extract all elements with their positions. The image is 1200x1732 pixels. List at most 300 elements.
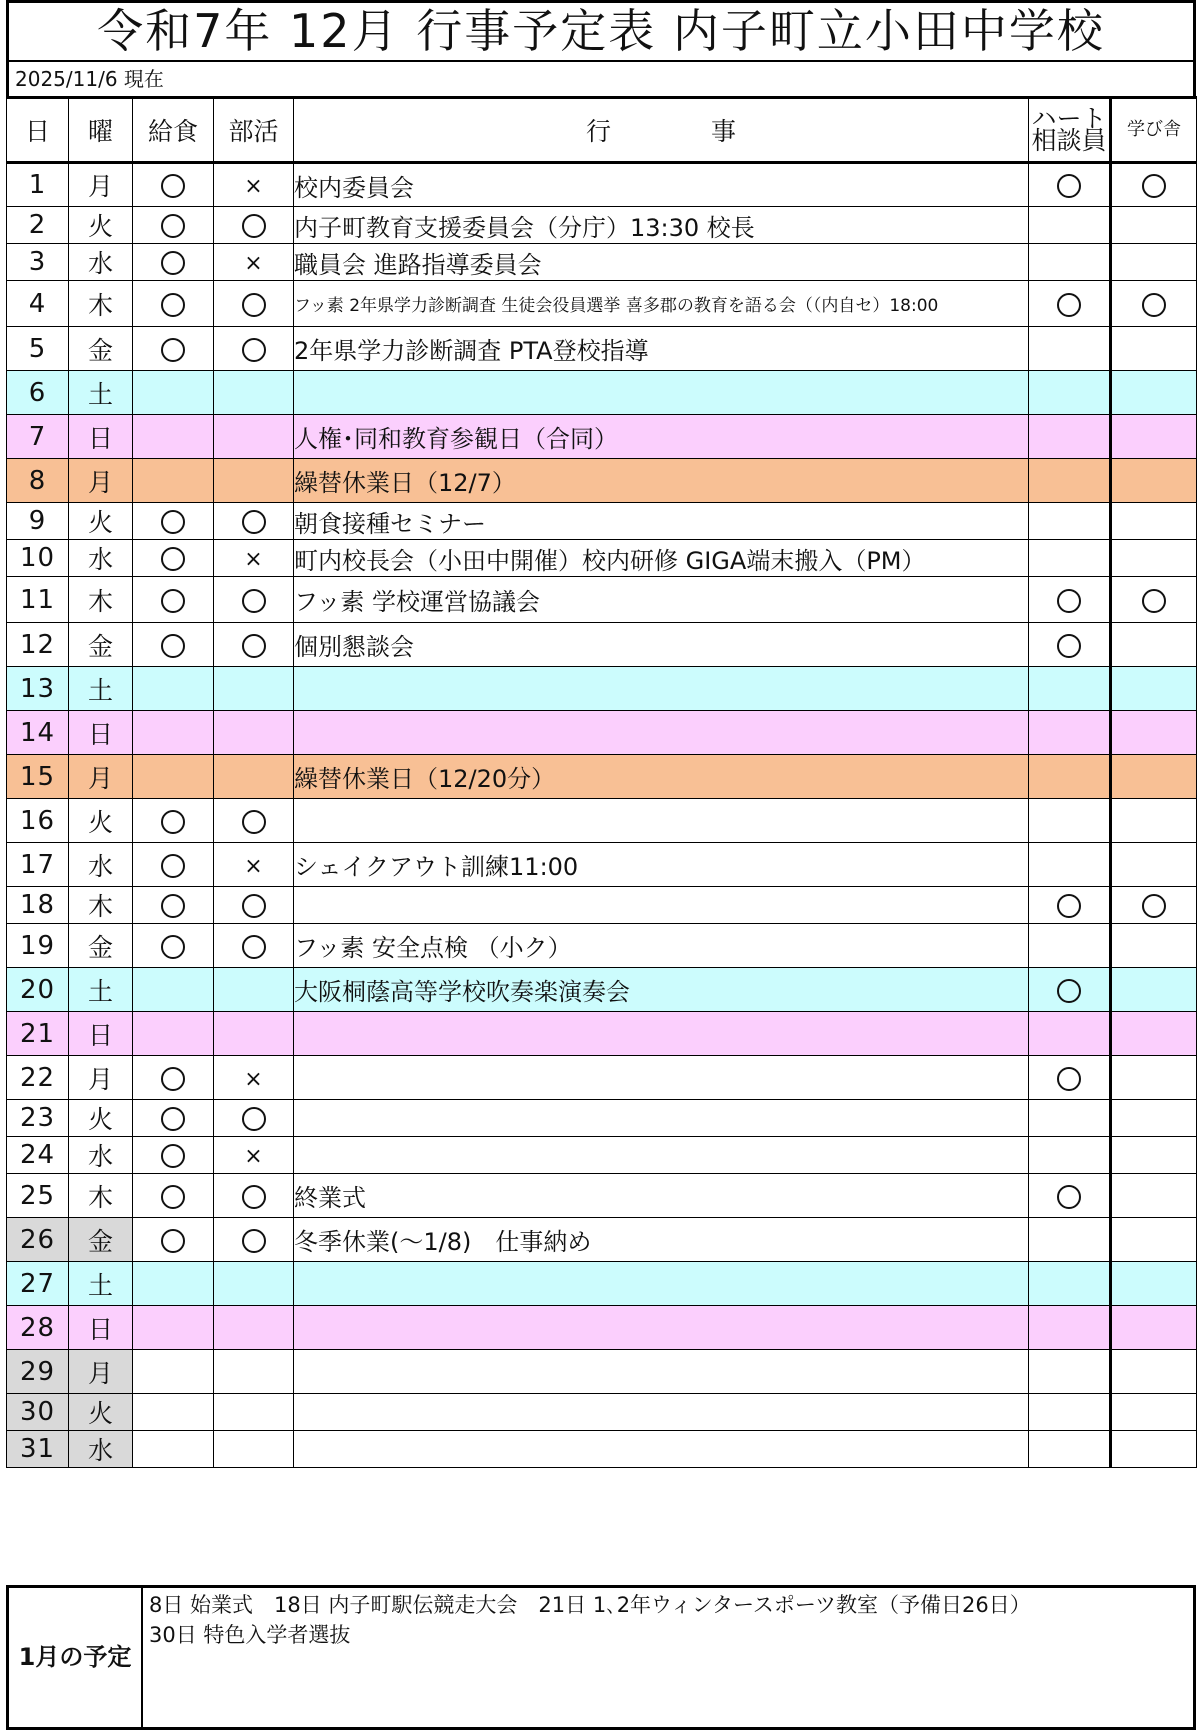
circle-mark-icon (242, 589, 266, 613)
schedule-row (7, 1262, 1197, 1306)
day-number: 6 (7, 371, 69, 415)
weekday: 木 (69, 1174, 133, 1218)
lunch-mark (133, 1137, 214, 1174)
heart-counselor-mark (1029, 415, 1111, 459)
lunch-mark (133, 1262, 214, 1306)
day-number: 29 (7, 1350, 69, 1394)
schedule-row (7, 755, 1197, 799)
circle-mark-icon (1057, 174, 1081, 198)
event-text: 町内校長会（小田中開催）校内研修 GIGA端末搬入（PM） (294, 540, 1029, 577)
manabiya-mark (1111, 924, 1197, 968)
lunch-mark (133, 207, 214, 244)
header-manabiya: 学び舎 (1111, 98, 1197, 163)
heart-counselor-mark (1029, 887, 1111, 924)
manabiya-mark (1111, 1262, 1197, 1306)
event-text (294, 371, 1029, 415)
day-number: 14 (7, 711, 69, 755)
lunch-mark (133, 623, 214, 667)
circle-mark-icon (1057, 589, 1081, 613)
header-day: 日 (7, 98, 69, 163)
day-number: 17 (7, 843, 69, 887)
event-text (294, 887, 1029, 924)
heart-counselor-mark (1029, 1137, 1111, 1174)
weekday: 火 (69, 799, 133, 843)
club-mark (214, 755, 294, 799)
lunch-mark (133, 799, 214, 843)
manabiya-mark (1111, 503, 1197, 540)
weekday: 木 (69, 887, 133, 924)
weekday: 月 (69, 755, 133, 799)
weekday: 日 (69, 415, 133, 459)
heart-counselor-mark (1029, 711, 1111, 755)
day-number: 21 (7, 1012, 69, 1056)
header-heart-line1: ハート (1031, 104, 1107, 133)
weekday: 土 (69, 667, 133, 711)
event-text (294, 1306, 1029, 1350)
weekday: 水 (69, 1137, 133, 1174)
event-text: 2年県学力診断調査 PTA登校指導 (294, 327, 1029, 371)
cross-mark: × (244, 251, 263, 276)
schedule-table (6, 96, 1197, 1468)
heart-counselor-mark (1029, 244, 1111, 281)
event-text: 繰替休業日（12/7） (294, 459, 1029, 503)
cross-mark: × (244, 174, 263, 199)
heart-counselor-mark (1029, 799, 1111, 843)
lunch-mark (133, 1056, 214, 1100)
manabiya-mark (1111, 244, 1197, 281)
day-number: 8 (7, 459, 69, 503)
heart-counselor-mark (1029, 1012, 1111, 1056)
manabiya-mark (1111, 415, 1197, 459)
manabiya-mark (1111, 459, 1197, 503)
club-mark (214, 327, 294, 371)
cross-mark: × (244, 1144, 263, 1169)
club-mark (214, 577, 294, 623)
heart-counselor-mark (1029, 281, 1111, 327)
schedule-row (7, 968, 1197, 1012)
header-lunch: 給食 (133, 98, 214, 163)
club-mark (214, 503, 294, 540)
heart-counselor-mark (1029, 924, 1111, 968)
schedule-sheet (6, 0, 1196, 1730)
manabiya-mark (1111, 163, 1197, 207)
manabiya-mark (1111, 1056, 1197, 1100)
lunch-mark (133, 371, 214, 415)
circle-mark-icon (161, 510, 185, 534)
schedule-row (7, 540, 1197, 577)
heart-counselor-mark (1029, 755, 1111, 799)
lunch-mark (133, 327, 214, 371)
weekday: 金 (69, 924, 133, 968)
club-mark (214, 1262, 294, 1306)
circle-mark-icon (1057, 894, 1081, 918)
weekday: 木 (69, 281, 133, 327)
circle-mark-icon (161, 634, 185, 658)
heart-counselor-mark (1029, 1306, 1111, 1350)
circle-mark-icon (161, 251, 185, 275)
day-number: 27 (7, 1262, 69, 1306)
circle-mark-icon (161, 1185, 185, 1209)
manabiya-mark (1111, 327, 1197, 371)
heart-counselor-mark (1029, 503, 1111, 540)
manabiya-mark (1111, 1350, 1197, 1394)
lunch-mark (133, 540, 214, 577)
circle-mark-icon (242, 810, 266, 834)
lunch-mark (133, 1431, 214, 1468)
manabiya-mark (1111, 1431, 1197, 1468)
event-text: 朝食接種セミナー (294, 503, 1029, 540)
heart-counselor-mark (1029, 371, 1111, 415)
schedule-row (7, 371, 1197, 415)
circle-mark-icon (161, 1107, 185, 1131)
event-text (294, 1100, 1029, 1137)
header-heart-counselor (1029, 98, 1111, 163)
weekday: 月 (69, 163, 133, 207)
manabiya-mark (1111, 968, 1197, 1012)
day-number: 30 (7, 1394, 69, 1431)
schedule-row (7, 1306, 1197, 1350)
club-mark (214, 667, 294, 711)
event-text: 職員会 進路指導委員会 (294, 244, 1029, 281)
lunch-mark (133, 1394, 214, 1431)
event-text: 冬季休業(～1/8) 仕事納め (294, 1218, 1029, 1262)
lunch-mark (133, 503, 214, 540)
club-mark (214, 459, 294, 503)
heart-counselor-mark (1029, 327, 1111, 371)
day-number: 23 (7, 1100, 69, 1137)
manabiya-mark (1111, 755, 1197, 799)
weekday: 水 (69, 540, 133, 577)
lunch-mark (133, 281, 214, 327)
circle-mark-icon (1142, 894, 1166, 918)
lunch-mark (133, 1012, 214, 1056)
manabiya-mark (1111, 1137, 1197, 1174)
weekday: 金 (69, 327, 133, 371)
heart-counselor-mark (1029, 1218, 1111, 1262)
manabiya-mark (1111, 843, 1197, 887)
schedule-row (7, 843, 1197, 887)
event-text: フッ素 安全点検 （小ク） (294, 924, 1029, 968)
schedule-row (7, 1218, 1197, 1262)
day-number: 19 (7, 924, 69, 968)
manabiya-mark (1111, 1306, 1197, 1350)
circle-mark-icon (161, 894, 185, 918)
day-number: 20 (7, 968, 69, 1012)
lunch-mark (133, 887, 214, 924)
manabiya-mark (1111, 281, 1197, 327)
weekday: 水 (69, 843, 133, 887)
heart-counselor-mark (1029, 577, 1111, 623)
schedule-row (7, 577, 1197, 623)
weekday: 金 (69, 623, 133, 667)
club-mark (214, 968, 294, 1012)
lunch-mark (133, 755, 214, 799)
heart-counselor-mark (1029, 1056, 1111, 1100)
lunch-mark (133, 1100, 214, 1137)
heart-counselor-mark (1029, 1174, 1111, 1218)
schedule-row (7, 244, 1197, 281)
day-number: 5 (7, 327, 69, 371)
heart-counselor-mark (1029, 968, 1111, 1012)
lunch-mark (133, 459, 214, 503)
weekday: 月 (69, 1056, 133, 1100)
club-mark (214, 799, 294, 843)
weekday: 月 (69, 1350, 133, 1394)
circle-mark-icon (161, 547, 185, 571)
heart-counselor-mark (1029, 1394, 1111, 1431)
event-text (294, 1394, 1029, 1431)
header-row (7, 98, 1197, 163)
schedule-row (7, 1056, 1197, 1100)
weekday: 日 (69, 711, 133, 755)
january-label: 1月の予定 (9, 1588, 143, 1727)
lunch-mark (133, 968, 214, 1012)
club-mark (214, 1012, 294, 1056)
day-number: 15 (7, 755, 69, 799)
schedule-row (7, 163, 1197, 207)
day-number: 3 (7, 244, 69, 281)
day-number: 9 (7, 503, 69, 540)
weekday: 火 (69, 1100, 133, 1137)
page-title: 令和7年 12月 行事予定表 内子町立小田中学校 (6, 0, 1196, 62)
circle-mark-icon (242, 894, 266, 918)
club-mark (214, 1431, 294, 1468)
january-line-1: 8日 始業式 18日 内子町駅伝競走大会 21日 1､2年ウィンタースポーツ教室（予備日26日） (149, 1593, 1031, 1617)
club-mark (214, 207, 294, 244)
lunch-mark (133, 1350, 214, 1394)
as-of-date: 2025/11/6 現在 (6, 62, 1196, 96)
circle-mark-icon (242, 338, 266, 362)
circle-mark-icon (161, 935, 185, 959)
event-text (294, 799, 1029, 843)
weekday: 火 (69, 503, 133, 540)
club-mark (214, 1100, 294, 1137)
circle-mark-icon (1057, 293, 1081, 317)
weekday: 土 (69, 371, 133, 415)
lunch-mark (133, 244, 214, 281)
header-heart-line2: 相談員 (1031, 126, 1107, 155)
club-mark (214, 1350, 294, 1394)
weekday: 水 (69, 1431, 133, 1468)
lunch-mark (133, 1306, 214, 1350)
manabiya-mark (1111, 799, 1197, 843)
club-mark (214, 540, 294, 577)
circle-mark-icon (1057, 1067, 1081, 1091)
heart-counselor-mark (1029, 1100, 1111, 1137)
schedule-row (7, 711, 1197, 755)
weekday: 月 (69, 459, 133, 503)
weekday: 土 (69, 968, 133, 1012)
club-mark (214, 711, 294, 755)
weekday: 土 (69, 1262, 133, 1306)
january-line-2: 30日 特色入学者選抜 (149, 1623, 351, 1647)
day-number: 13 (7, 667, 69, 711)
day-number: 31 (7, 1431, 69, 1468)
event-text (294, 1137, 1029, 1174)
circle-mark-icon (1142, 293, 1166, 317)
circle-mark-icon (242, 1229, 266, 1253)
schedule-row (7, 887, 1197, 924)
lunch-mark (133, 415, 214, 459)
circle-mark-icon (161, 338, 185, 362)
manabiya-mark (1111, 623, 1197, 667)
event-text (294, 1056, 1029, 1100)
day-number: 12 (7, 623, 69, 667)
circle-mark-icon (161, 293, 185, 317)
event-text (294, 1431, 1029, 1468)
circle-mark-icon (1057, 634, 1081, 658)
day-number: 18 (7, 887, 69, 924)
heart-counselor-mark (1029, 1350, 1111, 1394)
manabiya-mark (1111, 1100, 1197, 1137)
schedule-row (7, 1394, 1197, 1431)
heart-counselor-mark (1029, 843, 1111, 887)
circle-mark-icon (242, 1107, 266, 1131)
circle-mark-icon (242, 1185, 266, 1209)
schedule-row (7, 1012, 1197, 1056)
day-number: 4 (7, 281, 69, 327)
weekday: 火 (69, 1394, 133, 1431)
day-number: 16 (7, 799, 69, 843)
circle-mark-icon (1057, 1185, 1081, 1209)
cross-mark: × (244, 1066, 263, 1092)
manabiya-mark (1111, 540, 1197, 577)
club-mark (214, 1137, 294, 1174)
circle-mark-icon (161, 854, 185, 878)
event-text (294, 1350, 1029, 1394)
schedule-row (7, 281, 1197, 327)
event-text: 個別懇談会 (294, 623, 1029, 667)
heart-counselor-mark (1029, 540, 1111, 577)
circle-mark-icon (1142, 589, 1166, 613)
heart-counselor-mark (1029, 667, 1111, 711)
circle-mark-icon (1057, 979, 1081, 1003)
schedule-row (7, 924, 1197, 968)
manabiya-mark (1111, 1174, 1197, 1218)
manabiya-mark (1111, 207, 1197, 244)
circle-mark-icon (161, 1144, 185, 1168)
club-mark (214, 1218, 294, 1262)
event-text (294, 1262, 1029, 1306)
manabiya-mark (1111, 371, 1197, 415)
heart-counselor-mark (1029, 623, 1111, 667)
schedule-row (7, 415, 1197, 459)
event-text: シェイクアウト訓練11:00 (294, 843, 1029, 887)
circle-mark-icon (242, 214, 266, 238)
day-number: 25 (7, 1174, 69, 1218)
club-mark (214, 1174, 294, 1218)
club-mark (214, 371, 294, 415)
january-schedule (6, 1585, 1196, 1730)
schedule-row (7, 667, 1197, 711)
club-mark (214, 1394, 294, 1431)
circle-mark-icon (242, 634, 266, 658)
manabiya-mark (1111, 1218, 1197, 1262)
event-text (294, 667, 1029, 711)
weekday: 火 (69, 207, 133, 244)
lunch-mark (133, 163, 214, 207)
lunch-mark (133, 924, 214, 968)
january-text (149, 1590, 1031, 1650)
schedule-row (7, 623, 1197, 667)
event-text: 終業式 (294, 1174, 1029, 1218)
club-mark (214, 415, 294, 459)
circle-mark-icon (161, 214, 185, 238)
schedule-row (7, 1137, 1197, 1174)
event-text: 人権･同和教育参観日（合同） (294, 415, 1029, 459)
schedule-row (7, 1174, 1197, 1218)
event-text (294, 1012, 1029, 1056)
club-mark (214, 924, 294, 968)
club-mark (214, 843, 294, 887)
manabiya-mark (1111, 667, 1197, 711)
lunch-mark (133, 577, 214, 623)
circle-mark-icon (242, 293, 266, 317)
cross-mark: × (244, 547, 263, 572)
schedule-row (7, 1431, 1197, 1468)
club-mark (214, 244, 294, 281)
schedule-row (7, 1100, 1197, 1137)
heart-counselor-mark (1029, 1262, 1111, 1306)
club-mark (214, 887, 294, 924)
header-event: 行 事 (294, 98, 1029, 163)
circle-mark-icon (161, 174, 185, 198)
heart-counselor-mark (1029, 207, 1111, 244)
circle-mark-icon (242, 510, 266, 534)
weekday: 水 (69, 244, 133, 281)
club-mark (214, 163, 294, 207)
schedule-row (7, 327, 1197, 371)
weekday: 日 (69, 1012, 133, 1056)
manabiya-mark (1111, 1394, 1197, 1431)
event-text: 校内委員会 (294, 163, 1029, 207)
lunch-mark (133, 843, 214, 887)
event-text: 大阪桐蔭高等学校吹奏楽演奏会 (294, 968, 1029, 1012)
day-number: 26 (7, 1218, 69, 1262)
lunch-mark (133, 1218, 214, 1262)
manabiya-mark (1111, 887, 1197, 924)
schedule-row (7, 459, 1197, 503)
circle-mark-icon (161, 589, 185, 613)
day-number: 22 (7, 1056, 69, 1100)
event-text: フッ素 2年県学力診断調査 生徒会役員選挙 喜多郡の教育を語る会（（内自セ）18:00 (294, 281, 1029, 327)
schedule-row (7, 1350, 1197, 1394)
day-number: 24 (7, 1137, 69, 1174)
heart-counselor-mark (1029, 1431, 1111, 1468)
cross-mark: × (244, 853, 263, 879)
weekday: 金 (69, 1218, 133, 1262)
manabiya-mark (1111, 711, 1197, 755)
event-text: 内子町教育支援委員会（分庁）13:30 校長 (294, 207, 1029, 244)
club-mark (214, 623, 294, 667)
club-mark (214, 1056, 294, 1100)
circle-mark-icon (161, 810, 185, 834)
circle-mark-icon (161, 1067, 185, 1091)
header-club: 部活 (214, 98, 294, 163)
schedule-row (7, 207, 1197, 244)
day-number: 2 (7, 207, 69, 244)
lunch-mark (133, 667, 214, 711)
manabiya-mark (1111, 577, 1197, 623)
event-text (294, 711, 1029, 755)
lunch-mark (133, 711, 214, 755)
circle-mark-icon (242, 935, 266, 959)
day-number: 11 (7, 577, 69, 623)
club-mark (214, 1306, 294, 1350)
weekday: 木 (69, 577, 133, 623)
day-number: 10 (7, 540, 69, 577)
manabiya-mark (1111, 1012, 1197, 1056)
